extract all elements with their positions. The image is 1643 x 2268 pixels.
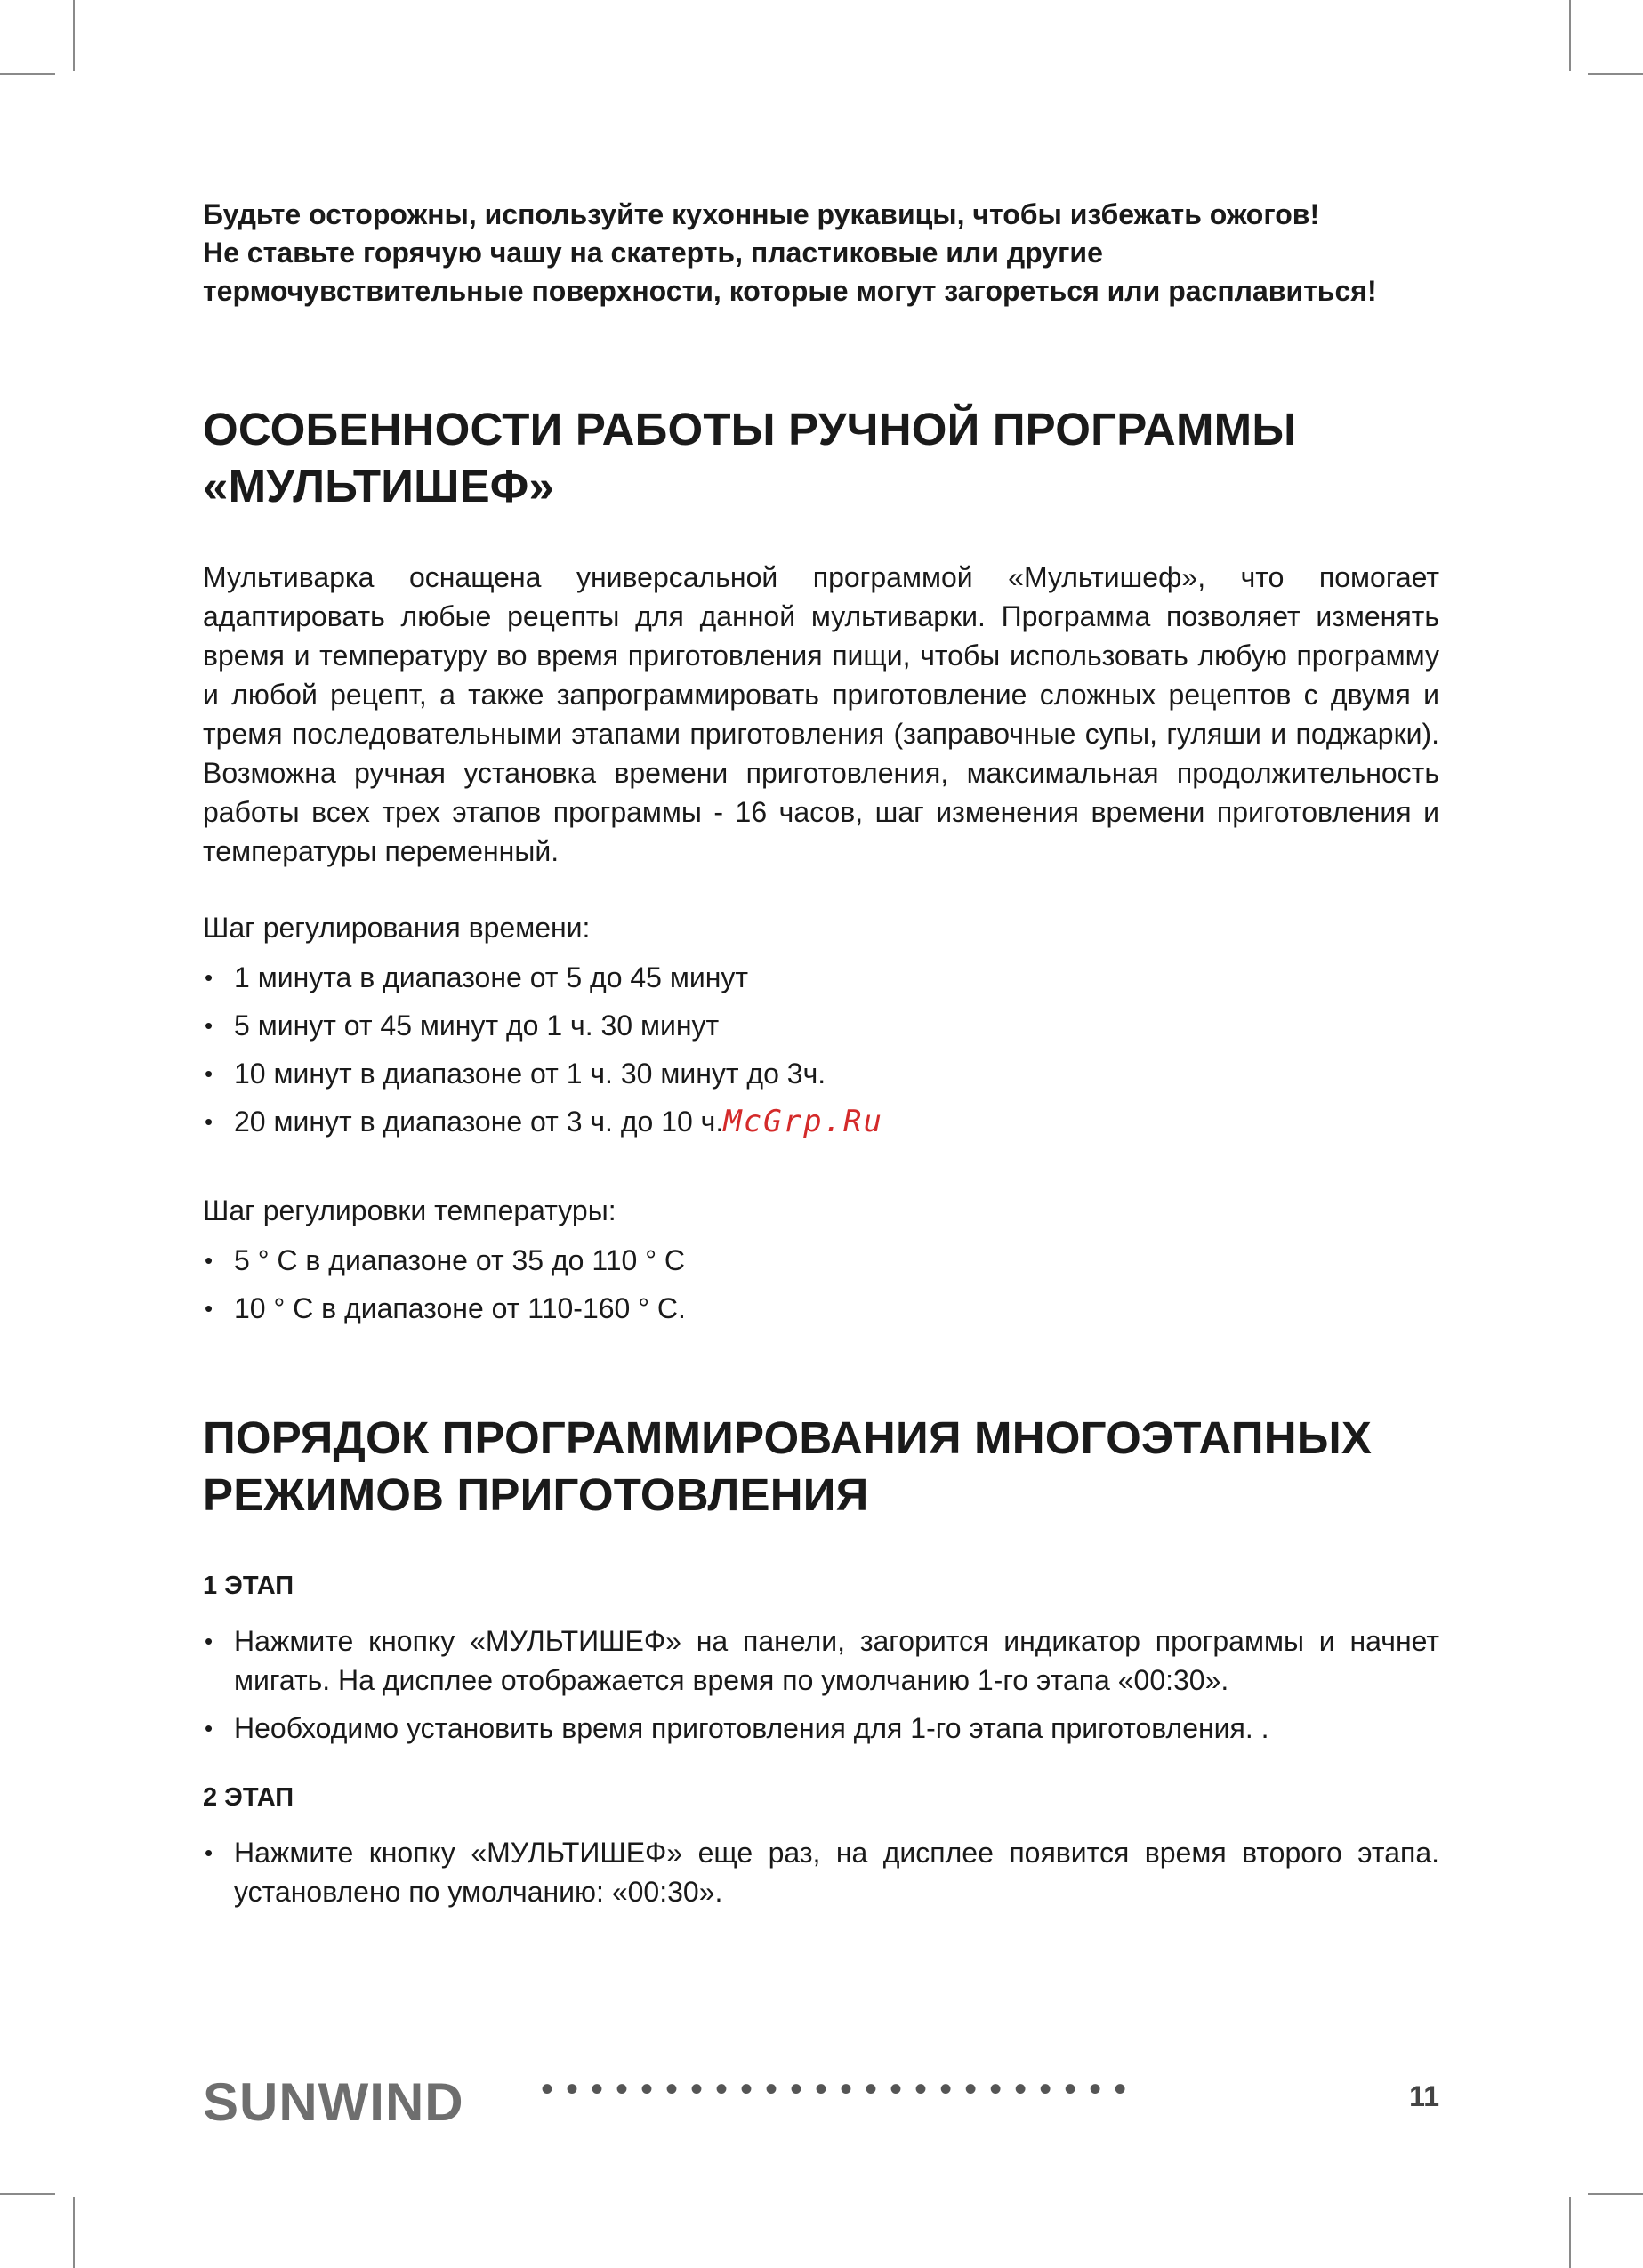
- page-content: [203, 196, 1439, 1911]
- stage-1-list: [203, 1621, 1439, 1748]
- time-step-list: [203, 958, 1439, 1141]
- time-step-label: Шаг регулирования времени:: [203, 912, 591, 944]
- intro-paragraph: Мультиварка оснащена универсальной программой «Мультишеф», что помогает адаптировать любые рецепты для данной мультиварки. Программа позволяет изменять время и температуру во время приготовления пищи, чтобы использовать любую программу и любой рецепт, а также запрограммировать приготовление сложных рецептов с двумя и тремя последовательными этапами приготовления (заправочные супы, гуляши и поджарки). Возможна ручная установка времени приготовления, максимальная продолжительность работы всех трех этапов программы - 16 часов, шаг изменения времени приготовления и температуры переменный.: [203, 561, 1439, 867]
- bullet-icon: •: [205, 1247, 213, 1274]
- bullet-icon: •: [205, 1628, 213, 1654]
- warning-line: термочувствительные поверхности, которые могут загореться или расплавиться!: [203, 275, 1377, 307]
- list-item: • Нажмите кнопку «МУЛЬТИШЕФ» на панели, загорится индикатор программы и начнет мигать. На дисплее отображается время по умолчанию 1-го этапа «00:30».: [203, 1621, 1439, 1700]
- crop-mark: [1569, 2197, 1571, 2268]
- page-number: 11: [1409, 2080, 1439, 2112]
- bullet-icon: •: [205, 1108, 213, 1135]
- page-footer: [203, 2068, 1439, 2130]
- bullet-icon: •: [205, 1839, 213, 1866]
- crop-mark: [1588, 2193, 1643, 2195]
- list-item: • 20 минут в диапазоне от 3 ч. до 10 ч.McGrp.Ru: [205, 1104, 883, 1139]
- stage-2-heading: 2 ЭТАП: [203, 1783, 294, 1812]
- crop-mark: [73, 0, 75, 71]
- crop-mark: [0, 73, 55, 75]
- crop-mark: [0, 2193, 55, 2195]
- crop-mark: [73, 2197, 75, 2268]
- footer-dot-leader: ••••••••••••••••••••••••: [541, 2070, 1140, 2109]
- bullet-icon: •: [205, 1060, 213, 1087]
- crop-mark: [1569, 0, 1571, 71]
- list-item: • 10 ° С в диапазоне от 110-160 ° С.: [203, 1289, 1439, 1328]
- bullet-icon: •: [205, 1295, 213, 1322]
- bullet-icon: •: [205, 964, 213, 991]
- list-item: • 10 минут в диапазоне от 1 ч. 30 минут до 3ч.: [203, 1054, 1439, 1093]
- section-title-multichef: ОСОБЕННОСТИ РАБОТЫ РУЧНОЙ ПРОГРАММЫ «МУЛЬТИШЕФ»: [203, 404, 1297, 511]
- stage-2-list: [203, 1833, 1439, 1911]
- watermark: McGrp.Ru: [723, 1104, 883, 1139]
- brand-logo: SUNWIND: [203, 2072, 464, 2132]
- warning-line: Будьте осторожны, используйте кухонные рукавицы, чтобы избежать ожогов!: [203, 198, 1320, 230]
- stage-1-heading: 1 ЭТАП: [203, 1572, 294, 1600]
- safety-warning: [203, 196, 1439, 310]
- crop-mark: [1588, 73, 1643, 75]
- list-item: • Необходимо установить время приготовления для 1-го этапа приготовления. .: [203, 1709, 1439, 1748]
- bullet-icon: •: [205, 1012, 213, 1039]
- list-item: • 5 ° С в диапазоне от 35 до 110 ° С: [203, 1241, 1439, 1280]
- list-item: • Нажмите кнопку «МУЛЬТИШЕФ» еще раз, на дисплее появится время второго этапа. установлено по умолчанию: «00:30».: [203, 1833, 1439, 1911]
- bullet-icon: •: [205, 1715, 213, 1741]
- list-item: • 1 минута в диапазоне от 5 до 45 минут: [203, 958, 1439, 997]
- list-item: • 5 минут от 45 минут до 1 ч. 30 минут: [203, 1006, 1439, 1045]
- section-title-programming: ПОРЯДОК ПРОГРАММИРОВАНИЯ МНОГОЭТАПНЫХ РЕЖИМОВ ПРИГОТОВЛЕНИЯ: [203, 1412, 1373, 1520]
- warning-line: Не ставьте горячую чашу на скатерть, пластиковые или другие: [203, 237, 1103, 269]
- temp-step-list: [203, 1241, 1439, 1328]
- temp-step-label: Шаг регулировки температуры:: [203, 1194, 616, 1226]
